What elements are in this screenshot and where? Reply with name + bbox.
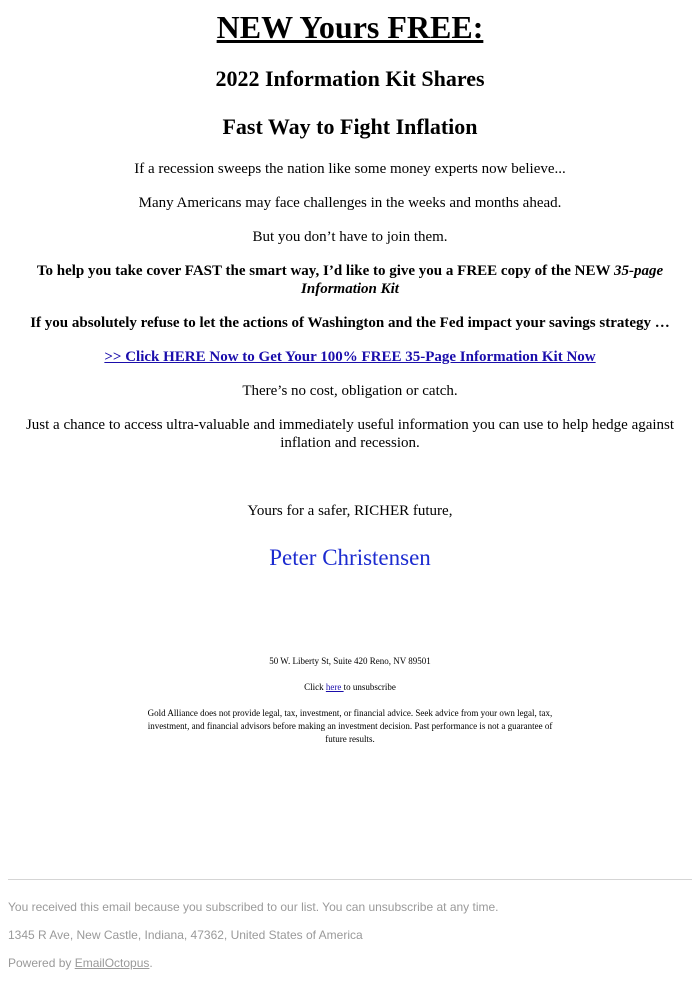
paragraph-recession: If a recession sweeps the nation like some money experts now believe... [134,161,566,177]
paragraph-challenges: Many Americans may face challenges in the weeks and months ahead. [138,195,562,211]
unsubscribe-line [0,681,700,694]
headline: NEW Yours FREE: [216,9,484,45]
subheading-info-kit: 2022 Information Kit Shares [215,66,485,91]
closing-line: Yours for a safer, RICHER future, [247,503,453,519]
footer-sender-address: 1345 R Ave, New Castle, Indiana, 47362, United States of America [8,928,363,942]
legal-disclaimer: Gold Alliance does not provide legal, tax, investment, or financial advice. Seek advice from your own legal, tax, investment, and financial advisors before making an investment decision. Past performance is not a guarantee of future results. [147,708,553,744]
unsubscribe-link[interactable]: here [325,682,344,692]
paragraph-dont-join: But you don’t have to join them. [252,229,448,245]
unsubscribe-suffix: to unsubscribe [343,682,396,692]
signature: Peter Christensen [269,545,431,570]
paragraph-no-cost: There’s no cost, obligation or catch. [242,383,458,399]
footer-subscribed-note: You received this email because you subscribed to our list. You can unsubscribe at any time. [8,900,499,914]
offer-italic: 35-page Information Kit [301,263,664,297]
powered-suffix: . [149,956,153,970]
paragraph-chance: Just a chance to access ultra-valuable and immediately useful information you can use to help hedge against inflation and recession. [25,417,675,451]
powered-prefix: Powered by [8,956,75,970]
emailoctopus-link[interactable]: EmailOctopus [74,956,150,970]
unsubscribe-prefix: Click [304,682,326,692]
company-address: 50 W. Liberty St, Suite 420 Reno, NV 89501 [269,656,431,666]
subheading-fight-inflation: Fast Way to Fight Inflation [222,114,478,139]
footer-divider [8,879,692,880]
paragraph-refuse: If you absolutely refuse to let the actions of Washington and the Fed impact your savings strategy … [30,315,670,331]
cta-row [0,348,700,366]
cta-link[interactable]: >> Click HERE Now to Get Your 100% FREE 35-Page Information Kit Now [104,349,596,365]
paragraph-offer [10,262,690,298]
footer-powered-by [8,956,692,971]
offer-text: To help you take cover FAST the smart way, I’d like to give you a FREE copy of the NEW [36,263,614,279]
